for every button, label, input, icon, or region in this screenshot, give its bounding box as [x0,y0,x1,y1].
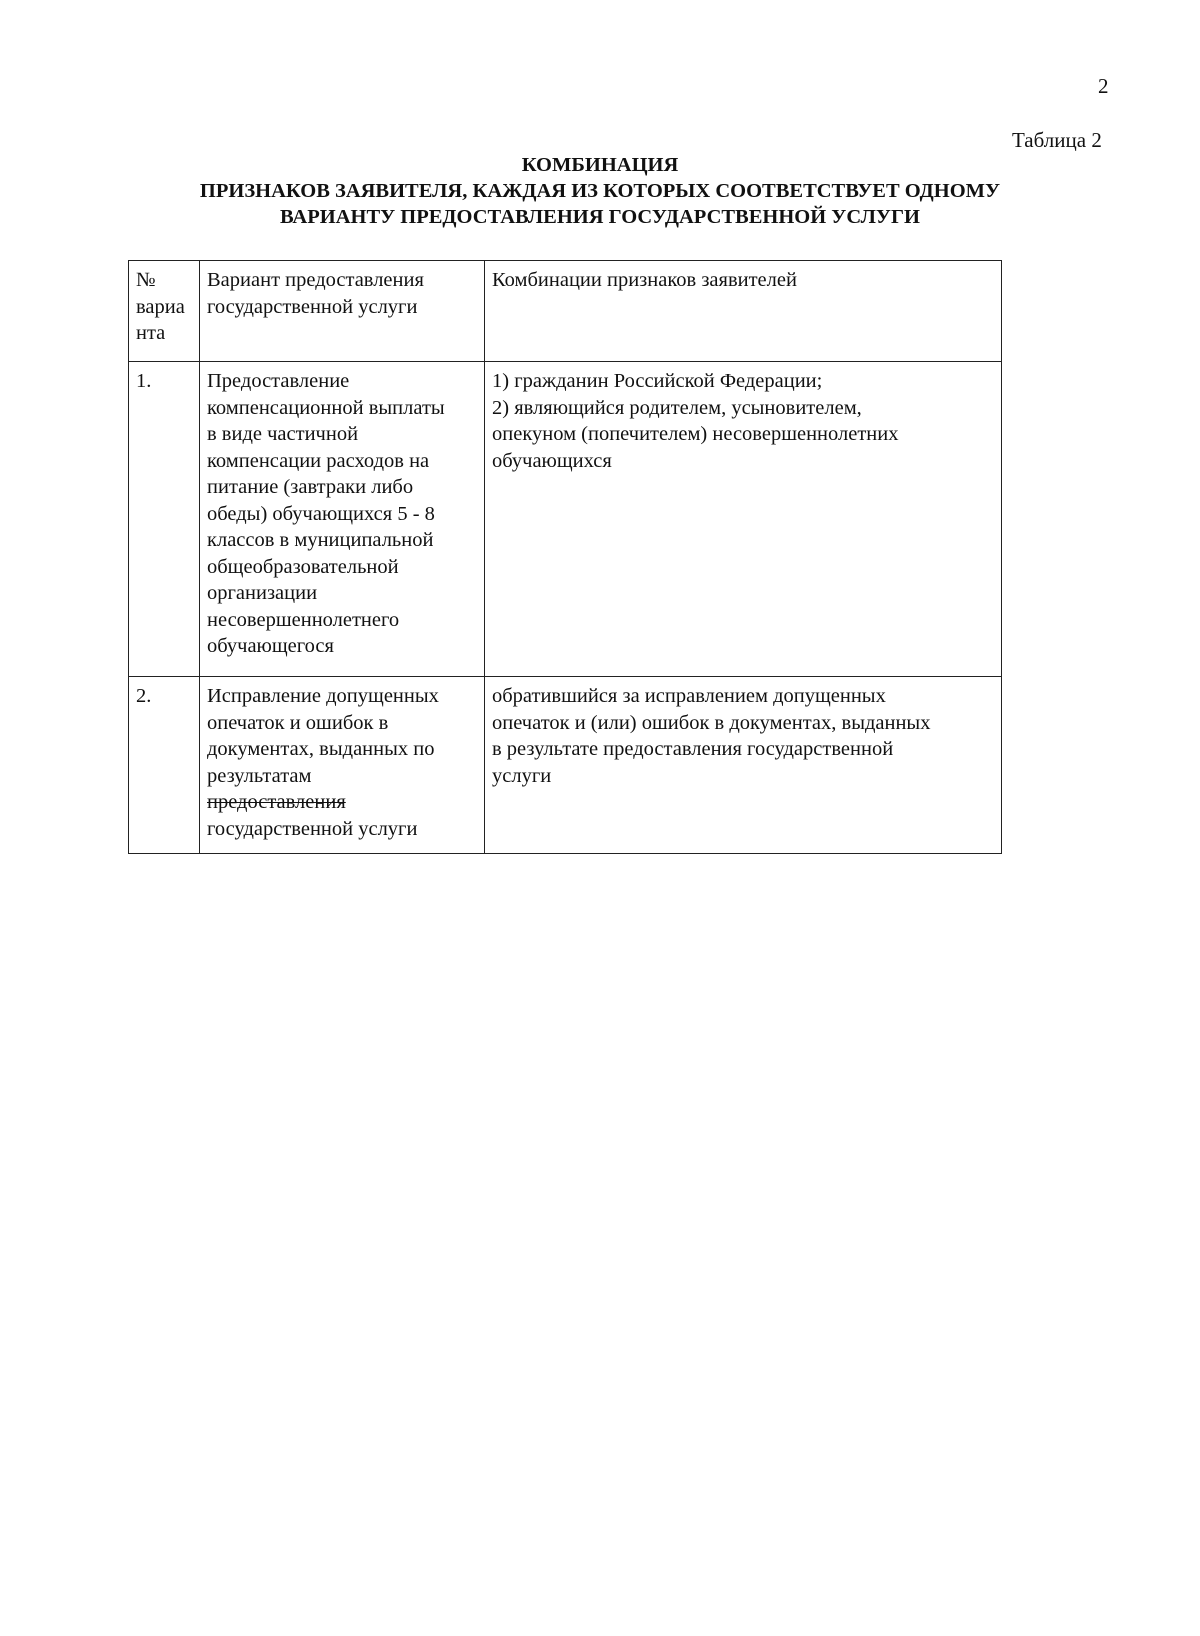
header-number-line: № [136,269,156,291]
combination-line: услуги [492,764,552,787]
combination-line: обучающихся [492,449,612,472]
row-number: 1. [136,370,152,392]
header-combinations-cell [485,261,1002,362]
heading-line-1: КОМБИНАЦИЯ [521,154,679,176]
row-number: 2. [136,685,152,707]
variant-line: обеды) обучающихся 5 - 8 [207,502,435,525]
variant-line: компенсации расходов на [207,449,430,472]
table-row [129,677,1002,854]
variant-line: в виде частичной [207,423,359,445]
table-row [129,362,1002,677]
heading-line-3: ВАРИАНТУ ПРЕДОСТАВЛЕНИЯ ГОСУДАРСТВЕННОЙ УСЛУГИ [280,206,920,228]
row-variant-cell [200,362,485,677]
combination-line: обратившийся за исправлением допущенных [492,685,886,707]
variant-line: общеобразовательной [207,555,399,578]
variant-line: компенсационной выплаты [207,396,445,419]
table-label: Таблица 2 [1012,128,1102,152]
variant-line-struck: предоставления [207,791,346,813]
document-heading [120,152,1080,230]
variant-line: организации [207,582,318,604]
variant-line: опечаток и ошибок в [207,711,389,734]
header-number-line: нта [136,322,166,344]
header-number-line: вариа [136,295,185,318]
variant-line: классов в муниципальной [207,529,434,551]
combination-line: 2) являющийся родителем, усыновителем, [492,396,862,419]
variant-line: документах, выданных по [207,738,435,760]
variant-line: несовершеннолетнего [207,608,400,631]
header-combinations-line: Комбинации признаков заявителей [492,269,797,291]
row-combinations-cell [485,677,1002,854]
header-number-cell [129,261,200,362]
row-combinations-cell [485,362,1002,677]
variant-line: Исправление допущенных [207,685,439,707]
variant-line: Предоставление [207,370,350,392]
combination-line: опекуном (попечителем) несовершеннолетних [492,423,899,445]
heading-line-2: ПРИЗНАКОВ ЗАЯВИТЕЛЯ, КАЖДАЯ ИЗ КОТОРЫХ СООТВЕТСТВУЕТ ОДНОМУ [199,180,1001,202]
page-number: 2 [1098,74,1109,98]
variant-line: обучающегося [207,635,334,657]
header-variant-line: государственной услуги [207,295,418,318]
variant-line: государственной услуги [207,817,418,840]
header-variant-cell [200,261,485,362]
header-variant-line: Вариант предоставления [207,269,424,291]
row-variant-cell [200,677,485,854]
combination-line: в результате предоставления государственной [492,738,894,760]
combination-line: опечаток и (или) ошибок в документах, выданных [492,711,931,734]
variant-line: результатам [207,764,312,787]
variants-table [128,260,1002,854]
variant-line: питание (завтраки либо [207,476,414,498]
row-number-cell [129,362,200,677]
table-header-row [129,261,1002,362]
row-number-cell [129,677,200,854]
combination-line: 1) гражданин Российской Федерации; [492,370,823,392]
